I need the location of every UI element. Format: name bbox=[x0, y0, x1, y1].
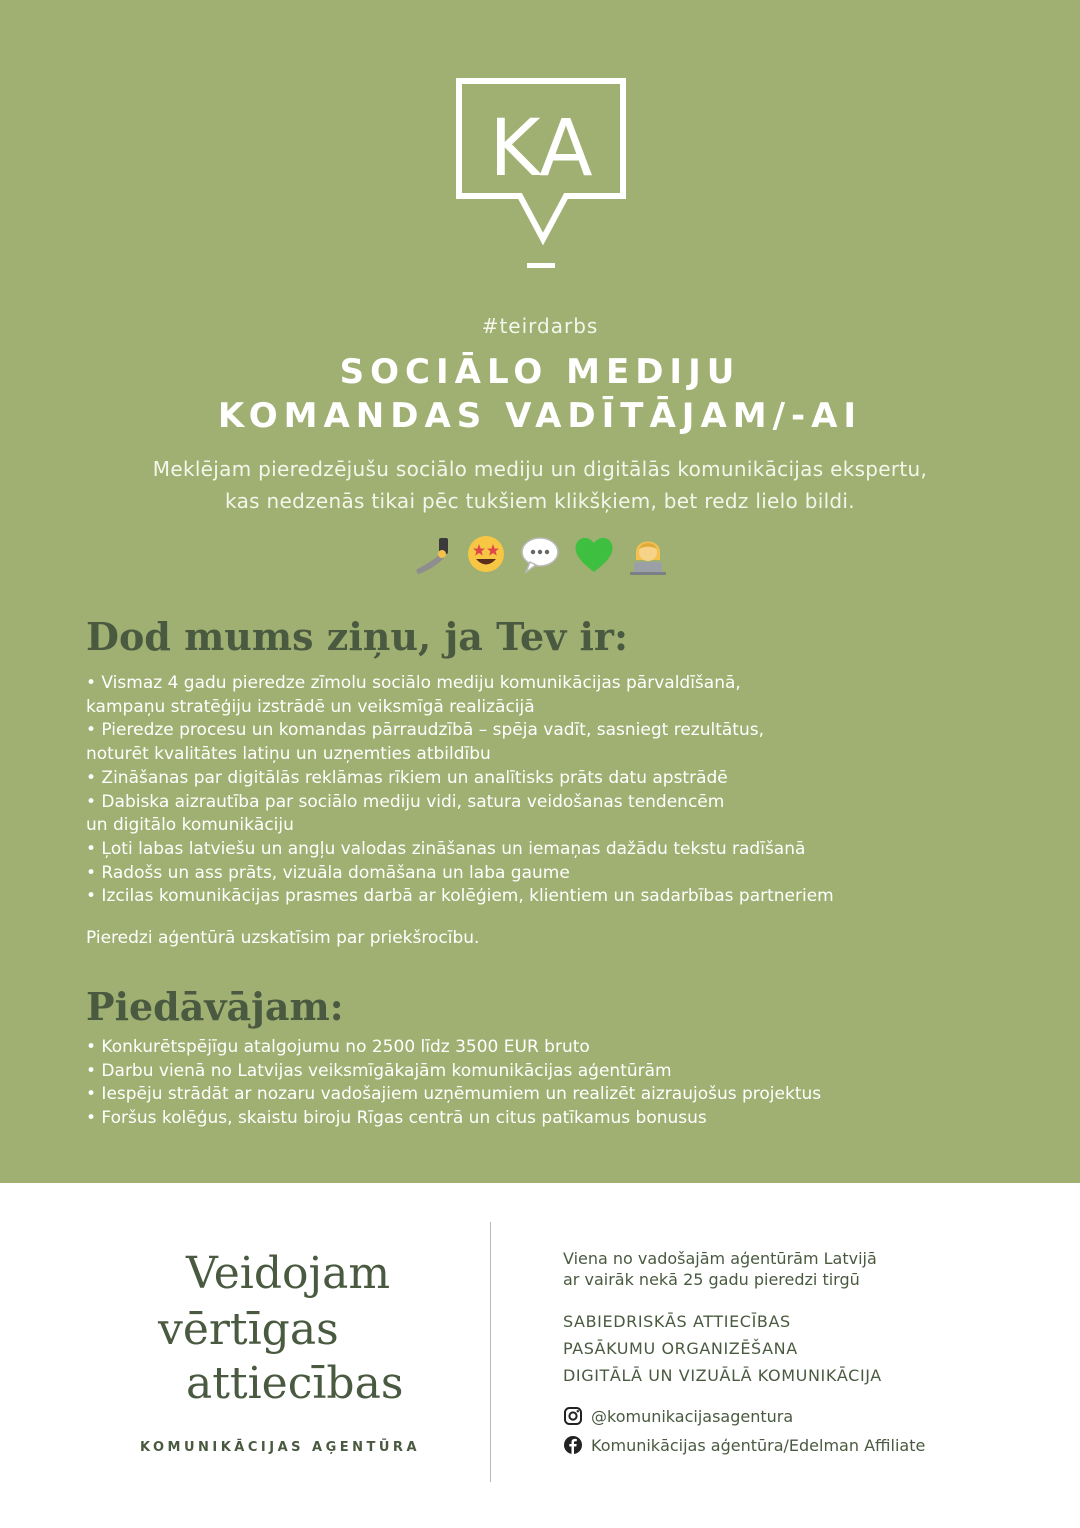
job-title-line-2: KOMANDAS VADĪTĀJAM/-AI bbox=[217, 396, 863, 436]
speech-bubble-icon bbox=[520, 532, 560, 576]
footer-divider bbox=[490, 1222, 491, 1482]
service-item: SABIEDRISKĀS ATTIECĪBAS bbox=[563, 1312, 791, 1331]
list-item: kampaņu stratēģiju izstrādē un veiksmīgā realizācijā bbox=[86, 696, 535, 717]
list-item: • Radošs un ass prāts, vizuāla domāšana un laba gaume bbox=[86, 862, 570, 883]
lead-line-2: kas nedzenās tikai pēc tukšiem klikšķiem, bet redz lielo bildi. bbox=[225, 489, 855, 513]
job-title-line-1: SOCIĀLO MEDIJU bbox=[339, 352, 741, 392]
logo-letters: KA bbox=[489, 104, 593, 194]
emoji-row bbox=[0, 532, 1080, 576]
list-item: un digitālo komunikāciju bbox=[86, 815, 294, 836]
ka-logo bbox=[456, 78, 626, 274]
list-item: • Vismaz 4 gadu pieredze zīmolu sociālo mediju komunikācijas pārvaldīšanā, bbox=[86, 673, 741, 693]
list-item: • Ļoti labas latviešu un angļu valodas zināšanas un iemaņas dažādu tekstu radīšanā bbox=[86, 838, 806, 859]
instagram-icon bbox=[563, 1406, 583, 1426]
list-item: • Dabiska aizrautība par sociālo mediju vidi, satura veidošanas tendencēm bbox=[86, 791, 725, 812]
service-item: DIGITĀLĀ UN VIZUĀLĀ KOMUNIKĀCIJA bbox=[563, 1366, 882, 1385]
list-item: • Foršus kolēģus, skaistu biroju Rīgas centrā un citus patīkamus bonusus bbox=[86, 1108, 707, 1129]
tagline-line-1: Viena no vadošajām aģentūrām Latvijā bbox=[563, 1249, 877, 1268]
list-item: noturēt kvalitātes latiņu un uzņemties atbildību bbox=[86, 744, 491, 765]
brand-text: KOMUNIKĀCIJAS AĢENTŪRA bbox=[139, 1440, 421, 1455]
service-item: PASĀKUMU ORGANIZĒŠANA bbox=[563, 1339, 798, 1358]
requirements-title: Dod mums ziņu, ja Tev ir: bbox=[86, 614, 628, 659]
facebook-icon bbox=[563, 1435, 583, 1455]
offer-list bbox=[86, 1036, 821, 1131]
facebook-page: Komunikācijas aģentūra/Edelman Affiliate bbox=[591, 1435, 926, 1455]
list-item: • Konkurētspējīgu atalgojumu no 2500 līdz 3500 EUR bruto bbox=[86, 1037, 590, 1057]
list-item: • Izcilas komunikācijas prasmes darbā ar kolēģiem, klientiem un sadarbības partneriem bbox=[86, 886, 834, 907]
selfie-icon bbox=[412, 532, 452, 576]
agency-experience-note: Pieredzi aģentūrā uzskatīsim par priekšrocību. bbox=[86, 928, 480, 948]
instagram-handle: @komunikacijasagentura bbox=[591, 1406, 794, 1426]
green-heart-icon bbox=[574, 532, 614, 576]
facebook-link[interactable] bbox=[563, 1435, 925, 1455]
slogan-line-3: attiecības bbox=[186, 1358, 404, 1409]
slogan-line-2: vērtīgas bbox=[158, 1304, 339, 1355]
brand-name bbox=[0, 1440, 560, 1455]
requirements-list bbox=[86, 672, 834, 909]
hashtag: #teirdarbs bbox=[481, 314, 599, 338]
technologist-icon bbox=[628, 532, 668, 576]
list-item: • Zināšanas par digitālās reklāmas rīkiem un analītisks prāts datu apstrādē bbox=[86, 767, 728, 788]
offer-title: Piedāvājam: bbox=[86, 984, 344, 1029]
lead-line-1: Meklējam pieredzējušu sociālo mediju un digitālās komunikācijas ekspertu, bbox=[152, 457, 928, 481]
slogan-line-1: Veidojam bbox=[186, 1248, 391, 1299]
instagram-link[interactable] bbox=[563, 1406, 793, 1426]
list-item: • Darbu vienā no Latvijas veiksmīgākajām komunikācijas aģentūrām bbox=[86, 1060, 672, 1081]
list-item: • Pieredze procesu un komandas pārraudzībā – spēja vadīt, sasniegt rezultātus, bbox=[86, 720, 764, 741]
star-struck-icon bbox=[466, 532, 506, 576]
list-item: • Iespēju strādāt ar nozaru vadošajiem uzņēmumiem un realizēt aizraujošus projektus bbox=[86, 1084, 822, 1105]
tagline-line-2: ar vairāk nekā 25 gadu pieredzi tirgū bbox=[563, 1270, 860, 1289]
